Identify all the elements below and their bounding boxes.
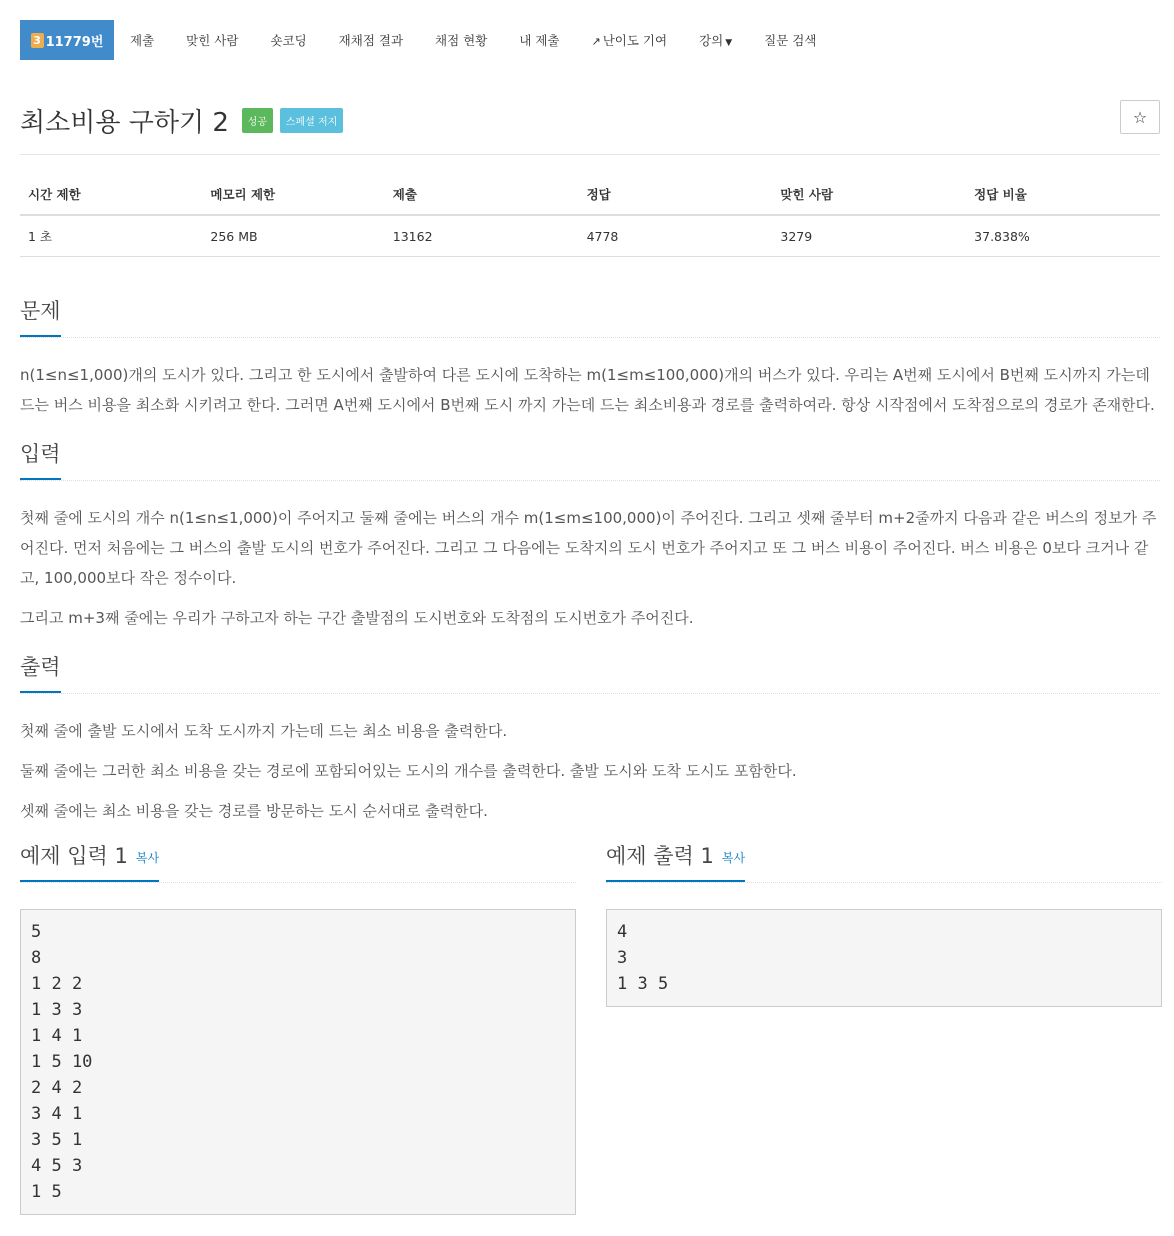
input-heading-wrap [20,438,1160,481]
problem-info-table [20,173,1160,257]
input-paragraph: 첫째 줄에 도시의 개수 n(1≤n≤1,000)이 주어지고 둘째 줄에는 버스의 개수 m(1≤m≤100,000)이 주어진다. 그리고 셋째 줄부터 m+2줄까지 다음과 같은 버스의 정보가 주어진다. 먼저 처음에는 그 버스의 출발 도시의 번호가 주어진다. 그리고 그 다음에는 도착지의 도시 번호가 주어지고 또 그 버스 비용이 주어진다. 버스 비용은 0보다 크거나 같고, 100,000보다 작은 정수이다. [20,509,1157,587]
menu-rejudge-results[interactable]: 재채점 결과 [338,33,404,48]
value-accept-ratio: 37.838% [966,215,1160,257]
value-time-limit: 1 초 [20,215,202,257]
input-paragraph: 그리고 m+3째 줄에는 우리가 구하고자 하는 구간 출발점의 도시번호와 도착점의 도시번호가 주어진다. [20,609,694,627]
star-icon: ☆ [1132,107,1148,127]
sample-input-panel [20,840,576,1215]
problem-title: 최소비용 구하기 2 [20,108,229,138]
sample-output-title: 예제 출력 1 [606,844,714,868]
problem-menu [20,20,1160,60]
output-paragraph: 셋째 줄에는 최소 비용을 갖는 경로를 방문하는 도시 순서대로 출력한다. [20,802,488,820]
problem-header [20,102,1160,155]
value-solved-users: 3279 [772,215,966,257]
header-time-limit: 시간 제한 [20,173,202,215]
menu-difficulty-label: 난이도 기여 [602,33,668,48]
sample-input-heading [20,840,159,882]
output-paragraph: 첫째 줄에 출발 도시에서 도착 도시까지 가는데 드는 최소 비용을 출력한다. [20,722,508,740]
menu-solved-users[interactable]: 맞힌 사람 [186,33,239,48]
menu-short-coding[interactable]: 숏코딩 [270,33,307,48]
problem-number-tab[interactable] [20,20,114,60]
description-body [20,360,1160,420]
input-body [20,503,1160,633]
header-memory-limit: 메모리 제한 [202,173,384,215]
caret-down-icon: ▼ [725,38,733,48]
input-section [20,438,1160,633]
sample-input-title: 예제 입력 1 [20,844,128,868]
status-badge-success: 성공 [242,108,273,133]
menu-status[interactable]: 채점 현황 [435,33,488,48]
input-heading: 입력 [20,438,61,480]
menu-lecture-dropdown[interactable] [683,31,748,49]
header-accepted: 정답 [579,173,773,215]
description-heading: 문제 [20,295,61,337]
value-submissions: 13162 [385,215,579,257]
special-judge-badge: 스페셜 저지 [280,108,343,133]
description-paragraph: n(1≤n≤1,000)개의 도시가 있다. 그리고 한 도시에서 출발하여 다른 도시에 도착하는 m(1≤m≤100,000)개의 버스가 있다. 우리는 A번째 도시에서 B번째 도시까지 가는데 드는 버스 비용을 최소화 시키려고 한다. 그러면 A번째 도시에서 B번째 도시 까지 가는데 드는 최소비용과 경로를 출력하여라. 항상 시작점에서 도착점으로의 경로가 존재한다. [20,366,1155,414]
menu-my-submissions[interactable]: 내 제출 [519,33,560,48]
sample-output-panel [606,840,1162,1215]
copy-sample-output-button[interactable]: 복사 [721,850,746,865]
description-heading-wrap [20,295,1160,338]
menu-question-search[interactable]: 질문 검색 [764,33,817,48]
samples-row [20,840,1160,1215]
menu-submit[interactable]: 제출 [130,33,155,48]
header-solved-users: 맞힌 사람 [772,173,966,215]
output-body [20,716,1160,826]
header-accept-ratio: 정답 비율 [966,173,1160,215]
external-link-icon: ↗ [591,35,601,48]
copy-sample-input-button[interactable]: 복사 [135,850,160,865]
value-memory-limit: 256 MB [202,215,384,257]
output-paragraph: 둘째 줄에는 그러한 최소 비용을 갖는 경로에 포함되어있는 도시의 개수를 출력한다. 출발 도시와 도착 도시도 포함한다. [20,762,797,780]
tier-badge: 3 [31,33,44,48]
sample-output-heading [606,840,745,882]
sample-output-heading-wrap [606,840,1162,883]
table-header-row [20,173,1160,215]
problem-number: 11779번 [45,34,104,50]
description-section [20,295,1160,420]
table-row [20,215,1160,257]
menu-difficulty-contribution[interactable] [576,31,684,49]
favorite-star-button[interactable] [1120,100,1160,134]
sample-input-content: 5 8 1 2 2 1 3 3 1 4 1 1 5 10 2 4 2 3 4 1 3 5 1 4 5 3 1 5 [20,909,576,1215]
output-section [20,651,1160,826]
menu-lecture-label: 강의 [699,33,724,48]
output-heading: 출력 [20,651,61,693]
sample-output-content: 4 3 1 3 5 [606,909,1162,1007]
value-accepted: 4778 [579,215,773,257]
header-submissions: 제출 [385,173,579,215]
output-heading-wrap [20,651,1160,694]
sample-input-heading-wrap [20,840,576,883]
